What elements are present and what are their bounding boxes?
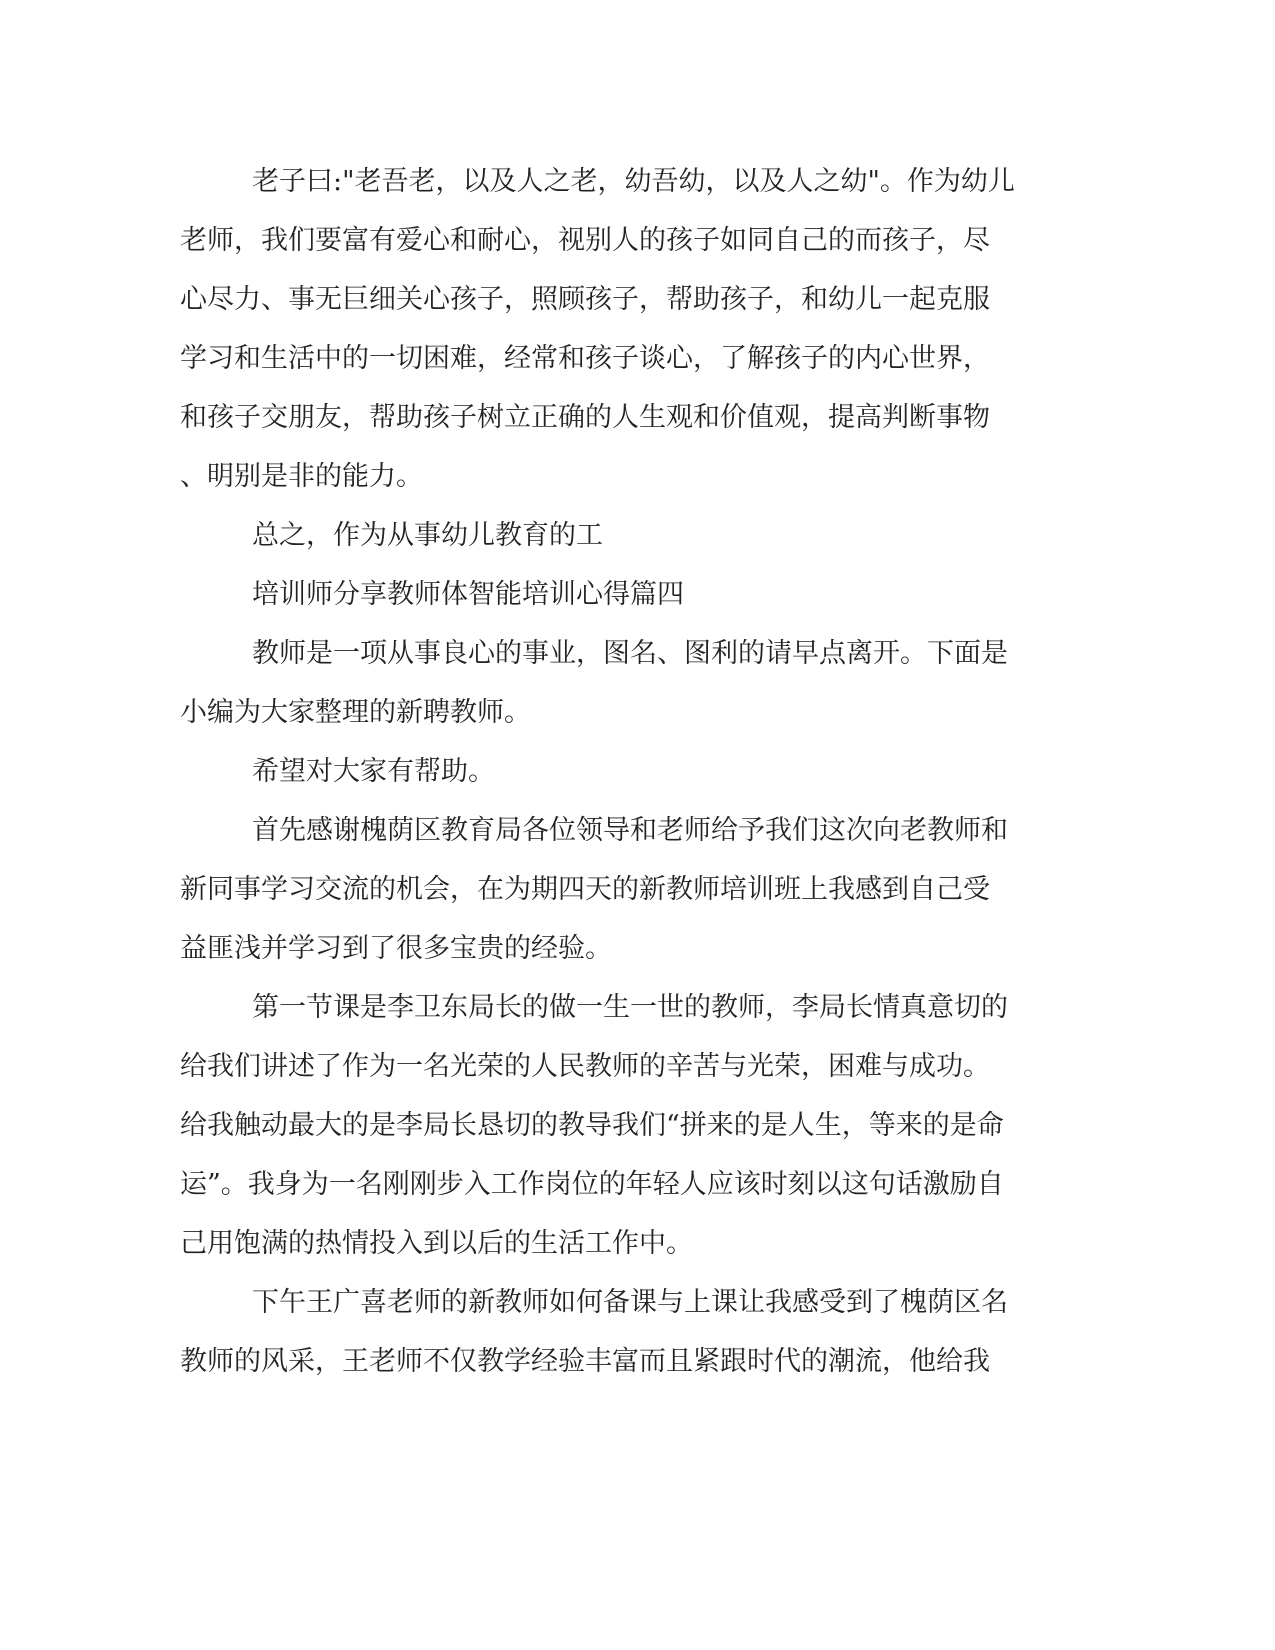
text-line: 首先感谢槐荫区教育局各位领导和老师给予我们这次向老教师和 (252, 815, 1008, 846)
text-line: 老师，我们要富有爱心和耐心，视别人的孩子如同自己的而孩子，尽 (180, 225, 990, 256)
section-heading: 培训师分享教师体智能培训心得篇四 (252, 579, 684, 610)
text-line: 学习和生活中的一切困难，经常和孩子谈心，了解孩子的内心世界， (180, 343, 990, 374)
text-line: 教师的风采，王老师不仅教学经验丰富而且紧跟时代的潮流，他给我 (180, 1346, 990, 1377)
text-line: 老子曰:"老吾老，以及人之老，幼吾幼，以及人之幼"。作为幼儿 (252, 166, 1015, 197)
text-line: 运”。我身为一名刚刚步入工作岗位的年轻人应该时刻以这句话激励自 (180, 1169, 1004, 1200)
text-line: 、明别是非的能力。 (180, 461, 423, 492)
text-line: 和孩子交朋友，帮助孩子树立正确的人生观和价值观，提高判断事物 (180, 402, 990, 433)
text-line: 益匪浅并学习到了很多宝贵的经验。 (180, 933, 612, 964)
text-line: 下午王广喜老师的新教师如何备课与上课让我感受到了槐荫区名 (252, 1287, 1008, 1318)
text-line: 己用饱满的热情投入到以后的生活工作中。 (180, 1228, 693, 1259)
text-line: 小编为大家整理的新聘教师。 (180, 697, 531, 728)
text-line: 第一节课是李卫东局长的做一生一世的教师，李局长情真意切的 (252, 992, 1008, 1023)
text-line: 教师是一项从事良心的事业，图名、图利的请早点离开。下面是 (252, 638, 1008, 669)
text-line: 总之，作为从事幼儿教育的工 (252, 520, 603, 551)
text-line: 给我们讲述了作为一名光荣的人民教师的辛苦与光荣，困难与成功。 (180, 1051, 990, 1082)
text-line: 希望对大家有帮助。 (252, 756, 495, 787)
text-line: 给我触动最大的是李局长恳切的教导我们“拼来的是人生，等来的是命 (180, 1110, 1004, 1141)
text-line: 心尽力、事无巨细关心孩子，照顾孩子，帮助孩子，和幼儿一起克服 (180, 284, 990, 315)
text-line: 新同事学习交流的机会，在为期四天的新教师培训班上我感到自己受 (180, 874, 990, 905)
